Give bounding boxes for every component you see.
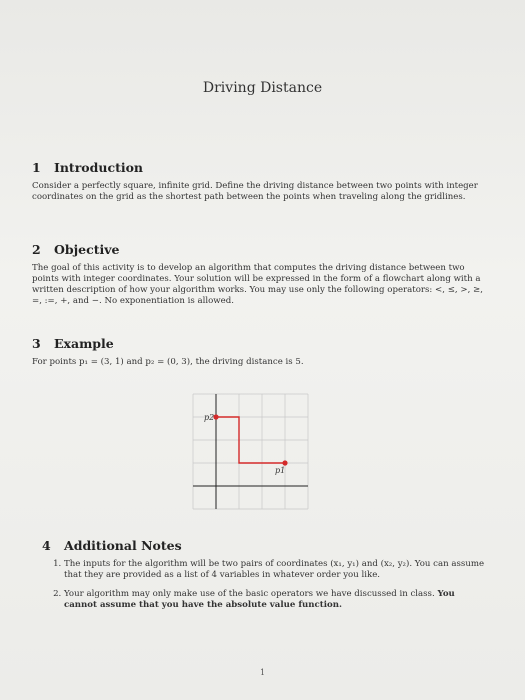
section-text: The goal of this activity is to develop an algorithm that computes the driving distance between two points with integer coordinates. Your solution will be expressed in the form of a flowchart along with a written description of how your algorithm works. You may use only the following operators: <, ≤, >, ≥, =, :=, +, and −. No exponentiation is allowed.: [32, 263, 483, 306]
section-introduction: [32, 160, 487, 203]
section-title: Example: [54, 336, 114, 351]
section-number: 3: [32, 336, 41, 351]
list-item-text: Your algorithm may only make use of the basic operators we have discussed in class.: [64, 589, 435, 599]
list-item: [64, 589, 487, 611]
list-item: [64, 559, 487, 581]
section-number: 4: [42, 538, 51, 553]
point-p1-marker: [282, 460, 287, 465]
section-objective: [32, 242, 487, 307]
section-heading: [32, 336, 487, 351]
section-example: [32, 336, 487, 368]
section-heading: [32, 160, 487, 175]
section-number: 2: [32, 242, 41, 257]
section-heading: [42, 538, 487, 553]
section-additional-notes: [32, 538, 487, 619]
list-item-bold-text: You cannot assume that you have the absolute value function.: [64, 589, 455, 610]
section-number: 1: [32, 160, 41, 175]
example-grid-figure: [183, 390, 333, 520]
point-p2-label: p2: [204, 413, 215, 422]
grid-lines: [193, 394, 308, 509]
notes-list: [44, 559, 487, 611]
page-number: 1: [259, 668, 266, 677]
axes: [193, 394, 308, 509]
section-title: Introduction: [54, 160, 144, 175]
section-text: Consider a perfectly square, infinite grid. Define the driving distance between two points with integer coordinates on the grid as the shortest path between the points when traveling along the gridlines.: [32, 181, 478, 202]
point-p1-label: p1: [275, 466, 286, 475]
list-item-text: The inputs for the algorithm will be two pairs of coordinates (x₁, y₁) and (x₂, y₂). You can assume that they are provided as a list of 4 variables in whatever order you like.: [64, 559, 485, 580]
section-title: Objective: [54, 242, 120, 257]
section-text: For points p₁ = (3, 1) and p₂ = (0, 3), the driving distance is 5.: [32, 357, 304, 367]
section-title: Additional Notes: [64, 538, 182, 553]
section-heading: [32, 242, 487, 257]
document-title: Driving Distance: [202, 80, 323, 96]
